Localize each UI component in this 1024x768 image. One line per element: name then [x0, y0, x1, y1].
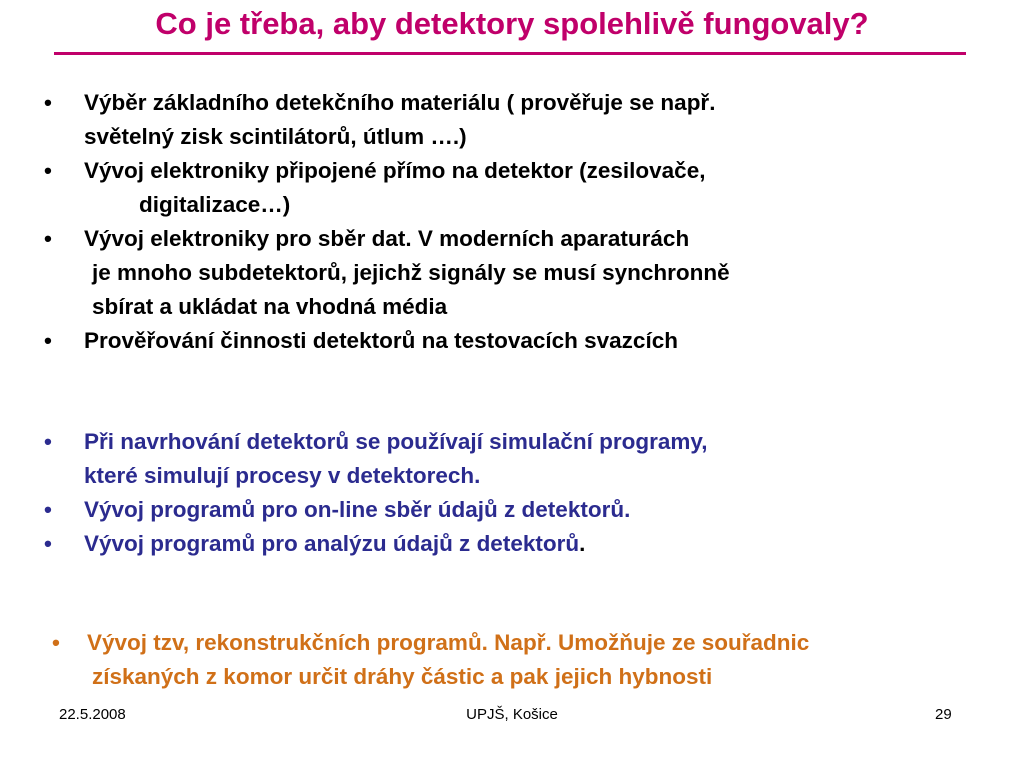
list-item-text — [84, 527, 585, 561]
bullet-icon: • — [44, 158, 52, 183]
list-item-text: které simulují procesy v detektorech. — [84, 463, 481, 488]
title-underline — [54, 52, 966, 55]
list-item-text: Vývoj programů pro on-line sběr údajů z detektorů. — [84, 497, 631, 522]
list-item-text: Vývoj tzv, rekonstrukčních programů. Např. Umožňuje ze souřadnic — [87, 630, 810, 655]
list-item-text: Vývoj elektroniky pro sběr dat. V moderních aparaturách — [84, 226, 690, 251]
footer-page-number: 29 — [935, 706, 952, 723]
list-item-text: Výběr základního detekčního materiálu ( prověřuje se např. — [84, 90, 716, 115]
list-item-text: digitalizace…) — [139, 192, 291, 217]
list-item-text-main: Vývoj programů pro analýzu údajů z detektorů — [84, 531, 580, 556]
list-item-text: je mnoho subdetektorů, jejichž signály se musí synchronně — [92, 260, 730, 285]
list-item-text: Vývoj elektroniky připojené přímo na detektor (zesilovače, — [84, 158, 706, 183]
bullet-icon: • — [52, 630, 60, 655]
list-item-text: Prověřování činnosti detektorů na testovacích svazcích — [84, 328, 678, 353]
list-item-text: získaných z komor určit dráhy částic a pak jejich hybnosti — [92, 664, 713, 689]
bullet-icon: • — [44, 328, 52, 353]
bullet-icon: • — [44, 497, 52, 522]
list-item-text: sbírat a ukládat na vhodná média — [92, 294, 448, 319]
bullet-icon: • — [44, 429, 52, 454]
list-item-period: . — [579, 531, 586, 556]
bullet-icon: • — [44, 531, 52, 556]
list-item-text: Při navrhování detektorů se používají simulační programy, — [84, 429, 708, 454]
slide-title: Co je třeba, aby detektory spolehlivě fungovaly? — [155, 6, 869, 41]
list-item-text: světelný zisk scintilátorů, útlum ….) — [84, 124, 467, 149]
footer-institution: UPJŠ, Košice — [466, 706, 558, 723]
footer-date: 22.5.2008 — [59, 706, 126, 723]
bullet-icon: • — [44, 226, 52, 251]
bullet-icon: • — [44, 90, 52, 115]
